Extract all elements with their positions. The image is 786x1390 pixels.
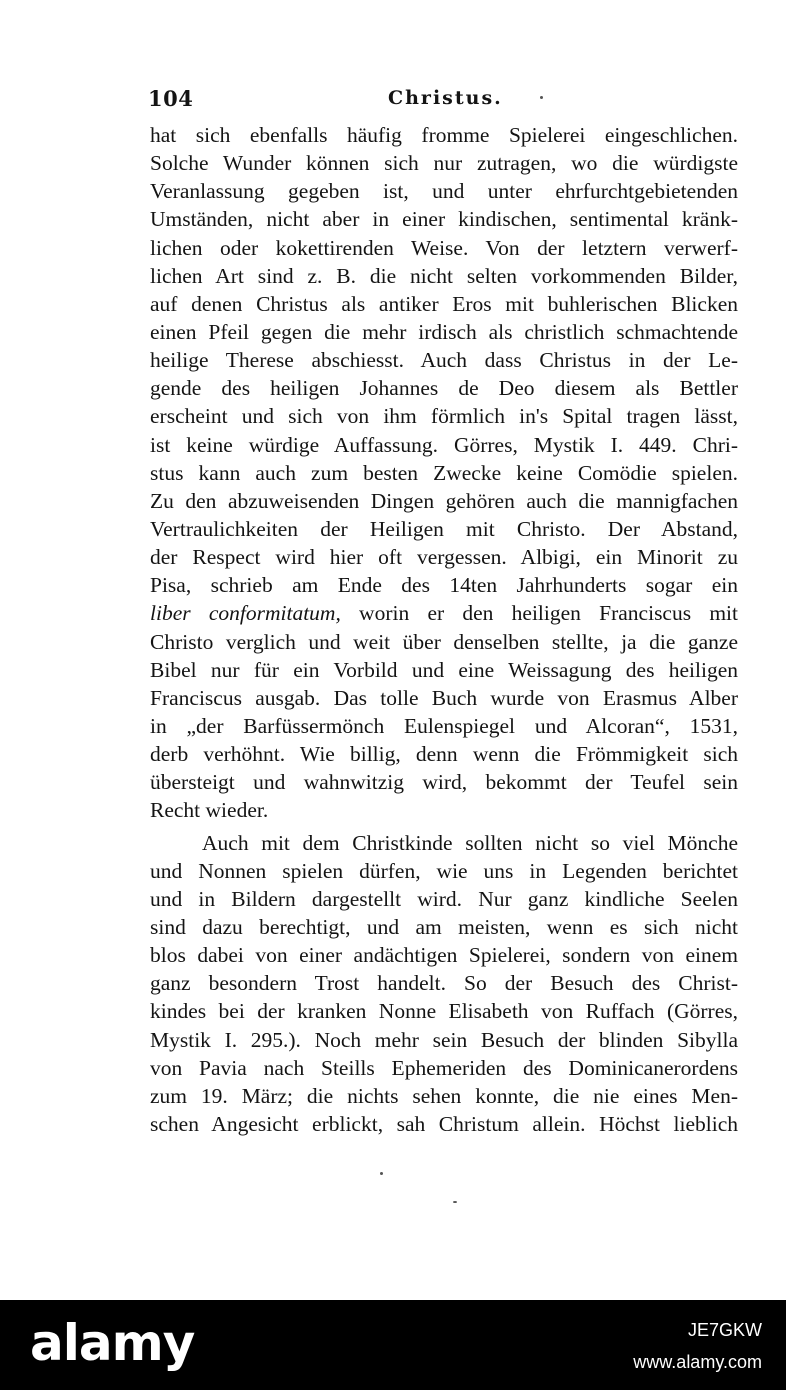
text-line: Pisa, schrieb am Ende des 14ten Jahrhunderts sogar ein bbox=[150, 573, 738, 598]
text-line: lichen oder kokettirenden Weise. Von der letztern verwerf- bbox=[150, 235, 738, 260]
text-line: lichen Art sind z. B. die nicht selten vorkommenden Bilder, bbox=[150, 263, 738, 288]
page-number: 104 bbox=[148, 86, 194, 111]
text-line: kindes bei der kranken Nonne Elisabeth von Ruffach (Görres, bbox=[150, 999, 738, 1024]
text-line: Bibel nur für ein Vorbild und eine Weissagung des heiligen bbox=[150, 657, 738, 682]
running-head: Christus. bbox=[388, 87, 503, 109]
image-id: JE7GKW bbox=[687, 1320, 762, 1340]
scan-speck bbox=[380, 1172, 383, 1175]
text-line: Recht wieder. bbox=[150, 798, 269, 823]
text-line: stus kann auch zum besten Zwecke keine Comödie spielen. bbox=[150, 460, 738, 485]
paragraph-2 bbox=[150, 829, 738, 1139]
italic-title: liber conformitatum, bbox=[150, 601, 341, 626]
text-line: Franciscus ausgab. Das tolle Buch wurde von Erasmus Alber bbox=[150, 685, 738, 710]
text-line: Veranlassung gegeben ist, und unter ehrfurchtgebietenden bbox=[150, 179, 738, 204]
text-line: gende des heiligen Johannes de Deo diesem als Bettler bbox=[150, 376, 738, 401]
text-line: übersteigt und wahnwitzig wird, bekommt der Teufel sein bbox=[150, 770, 738, 795]
alamy-logo: alamy bbox=[30, 1314, 195, 1372]
text-fragment: worin er den heiligen Franciscus mit bbox=[340, 601, 738, 626]
body-text bbox=[150, 121, 738, 1138]
text-line: Solche Wunder können sich nur zutragen, wo die würdigste bbox=[150, 151, 738, 176]
text-line: auf denen Christus als antiker Eros mit buhlerischen Blicken bbox=[150, 291, 738, 316]
text-line: Zu den abzuweisenden Dingen gehören auch die mannigfachen bbox=[150, 488, 738, 513]
scan-speck bbox=[540, 96, 543, 99]
text-line: Auch mit dem Christkinde sollten nicht so viel Mönche bbox=[202, 830, 738, 855]
text-line: Christo verglich und weit über denselben stellte, ja die ganze bbox=[150, 629, 738, 654]
scan-speck bbox=[453, 1201, 457, 1203]
text-line-with-italic bbox=[150, 599, 738, 627]
text-line: blos dabei von einer andächtigen Spielerei, sondern von einem bbox=[150, 943, 738, 968]
text-line: und in Bildern dargestellt wird. Nur ganz kindliche Seelen bbox=[150, 886, 738, 911]
site-url: www.alamy.com bbox=[633, 1352, 762, 1372]
text-line: hat sich ebenfalls häufig fromme Spielerei eingeschlichen. bbox=[150, 123, 738, 147]
text-line: heilige Therese abschiesst. Auch dass Christus in der Le- bbox=[150, 348, 738, 373]
text-line: derb verhöhnt. Wie billig, denn wenn die Frömmigkeit sich bbox=[150, 742, 738, 767]
paragraph-1 bbox=[150, 121, 738, 825]
page-header bbox=[148, 86, 738, 120]
text-line: Vertraulichkeiten der Heiligen mit Christo. Der Abstand, bbox=[150, 516, 738, 541]
text-line: der Respect wird hier oft vergessen. Albigi, ein Minorit zu bbox=[150, 545, 738, 570]
text-line: ganz besondern Trost handelt. So der Besuch des Christ- bbox=[150, 971, 738, 996]
text-line: einen Pfeil gegen die mehr irdisch als christlich schmachtende bbox=[150, 319, 738, 344]
watermark-bar bbox=[0, 1300, 786, 1390]
text-line: und Nonnen spielen dürfen, wie uns in Legenden berichtet bbox=[150, 858, 738, 883]
text-line: zum 19. März; die nichts sehen konnte, die nie eines Men- bbox=[150, 1083, 738, 1108]
text-line: sind dazu berechtigt, und am meisten, wenn es sich nicht bbox=[150, 914, 738, 939]
text-line: ist keine würdige Auffassung. Görres, Mystik I. 449. Chri- bbox=[150, 432, 738, 457]
text-line: Umständen, nicht aber in einer kindischen, sentimental kränk- bbox=[150, 207, 738, 232]
text-line: in „der Barfüssermönch Eulenspiegel und Alcoran“, 1531, bbox=[150, 713, 738, 738]
text-line: Mystik I. 295.). Noch mehr sein Besuch der blinden Sibylla bbox=[150, 1027, 738, 1052]
text-line: schen Angesicht erblickt, sah Christum allein. Höchst lieblich bbox=[150, 1111, 738, 1136]
text-line: von Pavia nach Steills Ephemeriden des Dominicanerordens bbox=[150, 1055, 738, 1080]
text-line: erscheint und sich von ihm förmlich in's Spital tragen lässt, bbox=[150, 404, 738, 429]
